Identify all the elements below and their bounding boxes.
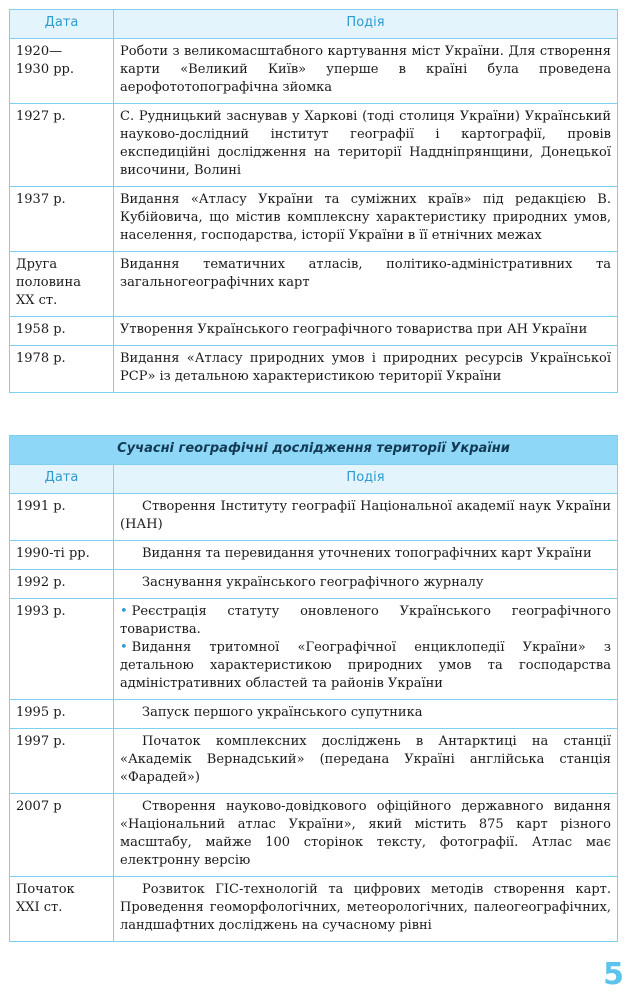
bullet-text: Видання тритомної «Географічної енциклопедії України» з детальною характеристикою природних умов та господарства адміністративних областей та районів України — [120, 640, 611, 691]
event-text: Утворення Українського географічного товариства при АН України — [120, 322, 588, 337]
row-event — [114, 599, 618, 700]
row-event — [114, 877, 618, 942]
event-text: Заснування українського географічного журналу — [142, 575, 484, 590]
row-date: 1958 р. — [10, 317, 114, 346]
row-date: 1920— 1930 рр. — [10, 39, 114, 104]
row-date: 1978 р. — [10, 346, 114, 393]
row-event — [114, 700, 618, 729]
event-text: Видання «Атласу України та суміжних країв» під редакцією В. Кубійовича, що містив комплексну характеристику природних умов, населення, господарства, історії України в її етнічних межах — [120, 192, 611, 243]
row-event — [114, 187, 618, 252]
event-text: Створення Інституту географії Національної академії наук України (НАН) — [120, 499, 611, 532]
table-row — [10, 700, 618, 729]
table-title: Сучасні географічні дослідження території України — [10, 436, 618, 465]
row-event — [114, 794, 618, 877]
table-row — [10, 104, 618, 187]
event-text: С. Рудницький заснував у Харкові (тоді столиця України) Український науково-дослідний інститут географії і картографії, провів експедиційні дослідження на території Наддніпрянщини, Донецької височини, Волині — [120, 109, 611, 178]
row-date: 1993 р. — [10, 599, 114, 700]
row-date: 1991 р. — [10, 494, 114, 541]
bullet-icon: • — [120, 604, 128, 619]
row-date: Друга половина XX ст. — [10, 252, 114, 317]
row-event — [114, 570, 618, 599]
event-bullet-item — [120, 639, 611, 693]
event-text: Запуск першого українського супутника — [142, 705, 423, 720]
table-header-row — [10, 10, 618, 39]
column-header-event: Подія — [114, 465, 618, 494]
event-text: Створення науково-довідкового офіційного державного видання «Національний атлас України», який містить 875 карт різного масштабу, майже 100 сторінок тексту, фотографії. Атлас має електронну версію — [120, 799, 611, 868]
row-date: 1927 р. — [10, 104, 114, 187]
event-text: Видання «Атласу природних умов і природних ресурсів Української РСР» із детальною характеристикою території України — [120, 351, 611, 384]
column-header-event: Подія — [114, 10, 618, 39]
row-event — [114, 346, 618, 393]
row-event — [114, 541, 618, 570]
table-row — [10, 599, 618, 700]
table-row — [10, 317, 618, 346]
table-row — [10, 39, 618, 104]
row-event — [114, 317, 618, 346]
event-bullet-item — [120, 603, 611, 639]
table-title-row — [10, 436, 618, 465]
row-date: 1992 р. — [10, 570, 114, 599]
row-date: 1995 р. — [10, 700, 114, 729]
row-date: 1937 р. — [10, 187, 114, 252]
row-event — [114, 252, 618, 317]
row-date: 1997 р. — [10, 729, 114, 794]
table-header-row — [10, 465, 618, 494]
event-text: Розвиток ГІС-технологій та цифрових методів створення карт. Проведення геоморфологічних, метеорологічних, палеогеографічних, ландшафтних досліджень на сучасному рівні — [120, 882, 611, 933]
row-event — [114, 729, 618, 794]
event-text: Початок комплексних досліджень в Антарктиці на станції «Академік Вернадський» (передана Україні англійська станція «Фарадей») — [120, 734, 611, 785]
table-row — [10, 794, 618, 877]
event-text: Видання та перевидання уточнених топографічних карт України — [142, 546, 592, 561]
history-table-2 — [9, 435, 618, 942]
bullet-icon: • — [120, 640, 128, 655]
table-row — [10, 252, 618, 317]
row-event — [114, 104, 618, 187]
event-text: Роботи з великомасштабного картування міст України. Для створення карти «Великий Київ» уперше в країні була проведена аерофототопографічна зйомка — [120, 44, 611, 95]
table-row — [10, 729, 618, 794]
column-header-date: Дата — [10, 10, 114, 39]
bullet-text: Реєстрація статуту оновленого Українського географічного товариства. — [120, 604, 611, 637]
table-row — [10, 346, 618, 393]
table-row — [10, 494, 618, 541]
row-date: 2007 р — [10, 794, 114, 877]
page-number: 5 — [603, 957, 624, 992]
table-row — [10, 541, 618, 570]
row-date: Початок XXI ст. — [10, 877, 114, 942]
row-date: 1990-ті рр. — [10, 541, 114, 570]
table-row — [10, 877, 618, 942]
table-row — [10, 570, 618, 599]
row-event — [114, 39, 618, 104]
column-header-date: Дата — [10, 465, 114, 494]
table-row — [10, 187, 618, 252]
event-text: Видання тематичних атласів, політико-адміністративних та загальногеографічних карт — [120, 257, 611, 290]
row-event — [114, 494, 618, 541]
history-table-1 — [9, 9, 618, 393]
